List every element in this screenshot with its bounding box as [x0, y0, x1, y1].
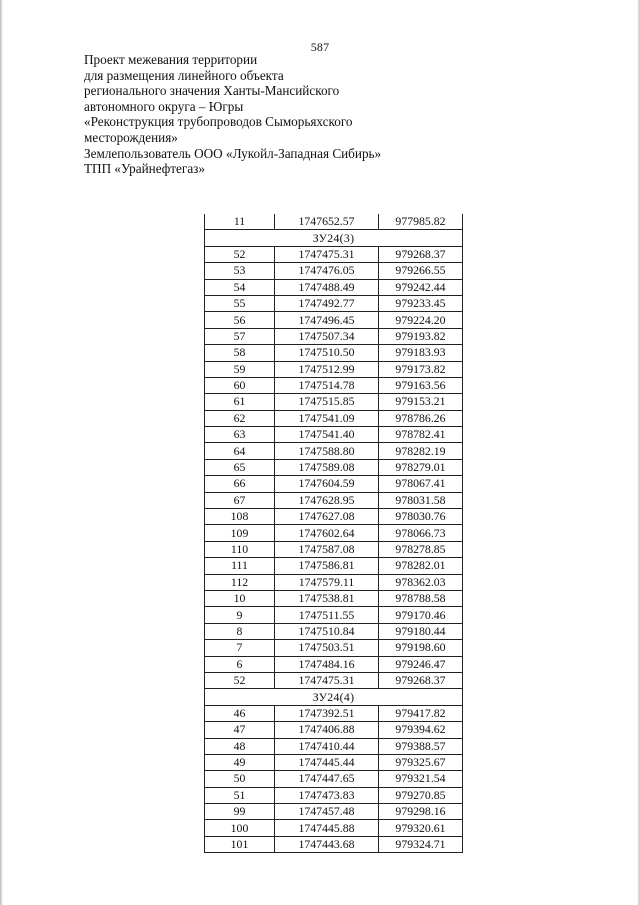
- x-coordinate-cell: 1747586.81: [275, 558, 379, 574]
- section-row: [205, 689, 463, 705]
- y-coordinate-cell: 978282.01: [379, 558, 463, 574]
- point-number-cell: 55: [205, 295, 275, 311]
- x-coordinate-cell: 1747445.44: [275, 754, 379, 770]
- y-coordinate-cell: 979320.61: [379, 820, 463, 836]
- y-coordinate-cell: 978030.76: [379, 509, 463, 525]
- table-row: [205, 787, 463, 803]
- x-coordinate-cell: 1747627.08: [275, 509, 379, 525]
- point-number-cell: 63: [205, 427, 275, 443]
- table-row: [205, 443, 463, 459]
- y-coordinate-cell: 978031.58: [379, 492, 463, 508]
- header-line: ТПП «Урайнефтегаз»: [84, 161, 205, 177]
- point-number-cell: 99: [205, 804, 275, 820]
- table-row: [205, 361, 463, 377]
- point-number-cell: 101: [205, 836, 275, 852]
- header-line: «Реконструкция трубопроводов Сыморьяхского: [84, 114, 353, 130]
- x-coordinate-cell: 1747579.11: [275, 574, 379, 590]
- table-row: [205, 820, 463, 836]
- document-header: [84, 52, 524, 177]
- point-number-cell: 56: [205, 312, 275, 328]
- y-coordinate-cell: 978282.19: [379, 443, 463, 459]
- x-coordinate-cell: 1747588.80: [275, 443, 379, 459]
- y-coordinate-cell: 979242.44: [379, 279, 463, 295]
- y-coordinate-cell: 979193.82: [379, 328, 463, 344]
- point-number-cell: 6: [205, 656, 275, 672]
- x-coordinate-cell: 1747541.09: [275, 410, 379, 426]
- x-coordinate-cell: 1747406.88: [275, 722, 379, 738]
- table-row: [205, 246, 463, 262]
- x-coordinate-cell: 1747512.99: [275, 361, 379, 377]
- y-coordinate-cell: 979170.46: [379, 607, 463, 623]
- scan-edge-left: [0, 0, 3, 905]
- y-coordinate-cell: 979246.47: [379, 656, 463, 672]
- x-coordinate-cell: 1747484.16: [275, 656, 379, 672]
- y-coordinate-cell: 979183.93: [379, 345, 463, 361]
- x-coordinate-cell: 1747476.05: [275, 263, 379, 279]
- point-number-cell: 53: [205, 263, 275, 279]
- table-row: [205, 574, 463, 590]
- point-number-cell: 58: [205, 345, 275, 361]
- y-coordinate-cell: 979298.16: [379, 804, 463, 820]
- table-row: [205, 771, 463, 787]
- y-coordinate-cell: 978066.73: [379, 525, 463, 541]
- header-line: Землепользователь ООО «Лукойл-Западная Сибирь»: [84, 145, 382, 161]
- y-coordinate-cell: 979266.55: [379, 263, 463, 279]
- table-row: [205, 459, 463, 475]
- table-row: [205, 558, 463, 574]
- point-number-cell: 52: [205, 672, 275, 688]
- y-coordinate-cell: 979394.62: [379, 722, 463, 738]
- y-coordinate-cell: 979321.54: [379, 771, 463, 787]
- point-number-cell: 100: [205, 820, 275, 836]
- header-line: Проект межевания территории: [84, 52, 258, 67]
- y-coordinate-cell: 979270.85: [379, 787, 463, 803]
- table-row: [205, 295, 463, 311]
- point-number-cell: 65: [205, 459, 275, 475]
- header-line: для размещения линейного объекта: [84, 67, 284, 83]
- section-label: ЗУ24(4): [205, 689, 463, 705]
- point-number-cell: 109: [205, 525, 275, 541]
- point-number-cell: 67: [205, 492, 275, 508]
- y-coordinate-cell: 978786.26: [379, 410, 463, 426]
- point-number-cell: 54: [205, 279, 275, 295]
- table-row: [205, 345, 463, 361]
- x-coordinate-cell: 1747496.45: [275, 312, 379, 328]
- x-coordinate-cell: 1747589.08: [275, 459, 379, 475]
- point-number-cell: 57: [205, 328, 275, 344]
- x-coordinate-cell: 1747507.34: [275, 328, 379, 344]
- y-coordinate-cell: 979224.20: [379, 312, 463, 328]
- header-line: автономного округа – Югры: [84, 98, 244, 114]
- x-coordinate-cell: 1747473.83: [275, 787, 379, 803]
- y-coordinate-cell: 978362.03: [379, 574, 463, 590]
- table-row: [205, 509, 463, 525]
- table-row: [205, 214, 463, 230]
- table-row: [205, 541, 463, 557]
- page-number: 587: [310, 40, 330, 54]
- table-row: [205, 640, 463, 656]
- point-number-cell: 62: [205, 410, 275, 426]
- table-row: [205, 263, 463, 279]
- y-coordinate-cell: 978782.41: [379, 427, 463, 443]
- point-number-cell: 7: [205, 640, 275, 656]
- table-row: [205, 754, 463, 770]
- x-coordinate-cell: 1747475.31: [275, 246, 379, 262]
- point-number-cell: 48: [205, 738, 275, 754]
- table-row: [205, 623, 463, 639]
- table-row: [205, 804, 463, 820]
- x-coordinate-cell: 1747445.88: [275, 820, 379, 836]
- x-coordinate-cell: 1747538.81: [275, 590, 379, 606]
- table-row: [205, 722, 463, 738]
- table-row: [205, 836, 463, 852]
- y-coordinate-cell: 978788.58: [379, 590, 463, 606]
- table-row: [205, 394, 463, 410]
- x-coordinate-cell: 1747587.08: [275, 541, 379, 557]
- table-row: [205, 672, 463, 688]
- x-coordinate-cell: 1747510.84: [275, 623, 379, 639]
- point-number-cell: 112: [205, 574, 275, 590]
- point-number-cell: 9: [205, 607, 275, 623]
- y-coordinate-cell: 979233.45: [379, 295, 463, 311]
- x-coordinate-cell: 1747652.57: [275, 214, 379, 230]
- x-coordinate-cell: 1747443.68: [275, 836, 379, 852]
- table-row: [205, 427, 463, 443]
- y-coordinate-cell: 979163.56: [379, 377, 463, 393]
- y-coordinate-cell: 979173.82: [379, 361, 463, 377]
- point-number-cell: 51: [205, 787, 275, 803]
- table-row: [205, 328, 463, 344]
- point-number-cell: 10: [205, 590, 275, 606]
- x-coordinate-cell: 1747510.50: [275, 345, 379, 361]
- x-coordinate-cell: 1747515.85: [275, 394, 379, 410]
- table-row: [205, 279, 463, 295]
- table-row: [205, 705, 463, 721]
- x-coordinate-cell: 1747503.51: [275, 640, 379, 656]
- x-coordinate-cell: 1747488.49: [275, 279, 379, 295]
- y-coordinate-cell: 978279.01: [379, 459, 463, 475]
- point-number-cell: 50: [205, 771, 275, 787]
- x-coordinate-cell: 1747492.77: [275, 295, 379, 311]
- header-line: месторождения»: [84, 129, 178, 145]
- y-coordinate-cell: 979268.37: [379, 246, 463, 262]
- x-coordinate-cell: 1747392.51: [275, 705, 379, 721]
- table-row: [205, 410, 463, 426]
- y-coordinate-cell: 979388.57: [379, 738, 463, 754]
- x-coordinate-cell: 1747410.44: [275, 738, 379, 754]
- section-row: [205, 230, 463, 246]
- section-label: ЗУ24(3): [205, 230, 463, 246]
- point-number-cell: 52: [205, 246, 275, 262]
- point-number-cell: 108: [205, 509, 275, 525]
- point-number-cell: 8: [205, 623, 275, 639]
- coordinates-table-body: [205, 214, 463, 853]
- table-row: [205, 492, 463, 508]
- y-coordinate-cell: 979325.67: [379, 754, 463, 770]
- point-number-cell: 59: [205, 361, 275, 377]
- x-coordinate-cell: 1747628.95: [275, 492, 379, 508]
- point-number-cell: 64: [205, 443, 275, 459]
- y-coordinate-cell: 978067.41: [379, 476, 463, 492]
- header-line: регионального значения Ханты-Мансийского: [84, 83, 340, 99]
- point-number-cell: 61: [205, 394, 275, 410]
- point-number-cell: 60: [205, 377, 275, 393]
- x-coordinate-cell: 1747457.48: [275, 804, 379, 820]
- x-coordinate-cell: 1747475.31: [275, 672, 379, 688]
- x-coordinate-cell: 1747511.55: [275, 607, 379, 623]
- coordinates-table: [204, 214, 463, 853]
- table-row: [205, 607, 463, 623]
- y-coordinate-cell: 979180.44: [379, 623, 463, 639]
- table-row: [205, 525, 463, 541]
- table-row: [205, 476, 463, 492]
- table-row: [205, 377, 463, 393]
- y-coordinate-cell: 979268.37: [379, 672, 463, 688]
- y-coordinate-cell: 979153.21: [379, 394, 463, 410]
- point-number-cell: 110: [205, 541, 275, 557]
- table-row: [205, 738, 463, 754]
- x-coordinate-cell: 1747447.65: [275, 771, 379, 787]
- table-row: [205, 312, 463, 328]
- x-coordinate-cell: 1747514.78: [275, 377, 379, 393]
- x-coordinate-cell: 1747604.59: [275, 476, 379, 492]
- y-coordinate-cell: 979198.60: [379, 640, 463, 656]
- point-number-cell: 11: [205, 214, 275, 230]
- point-number-cell: 111: [205, 558, 275, 574]
- y-coordinate-cell: 977985.82: [379, 214, 463, 230]
- x-coordinate-cell: 1747541.40: [275, 427, 379, 443]
- y-coordinate-cell: 979417.82: [379, 705, 463, 721]
- table-row: [205, 656, 463, 672]
- point-number-cell: 46: [205, 705, 275, 721]
- table-row: [205, 590, 463, 606]
- point-number-cell: 47: [205, 722, 275, 738]
- y-coordinate-cell: 978278.85: [379, 541, 463, 557]
- point-number-cell: 66: [205, 476, 275, 492]
- point-number-cell: 49: [205, 754, 275, 770]
- y-coordinate-cell: 979324.71: [379, 836, 463, 852]
- x-coordinate-cell: 1747602.64: [275, 525, 379, 541]
